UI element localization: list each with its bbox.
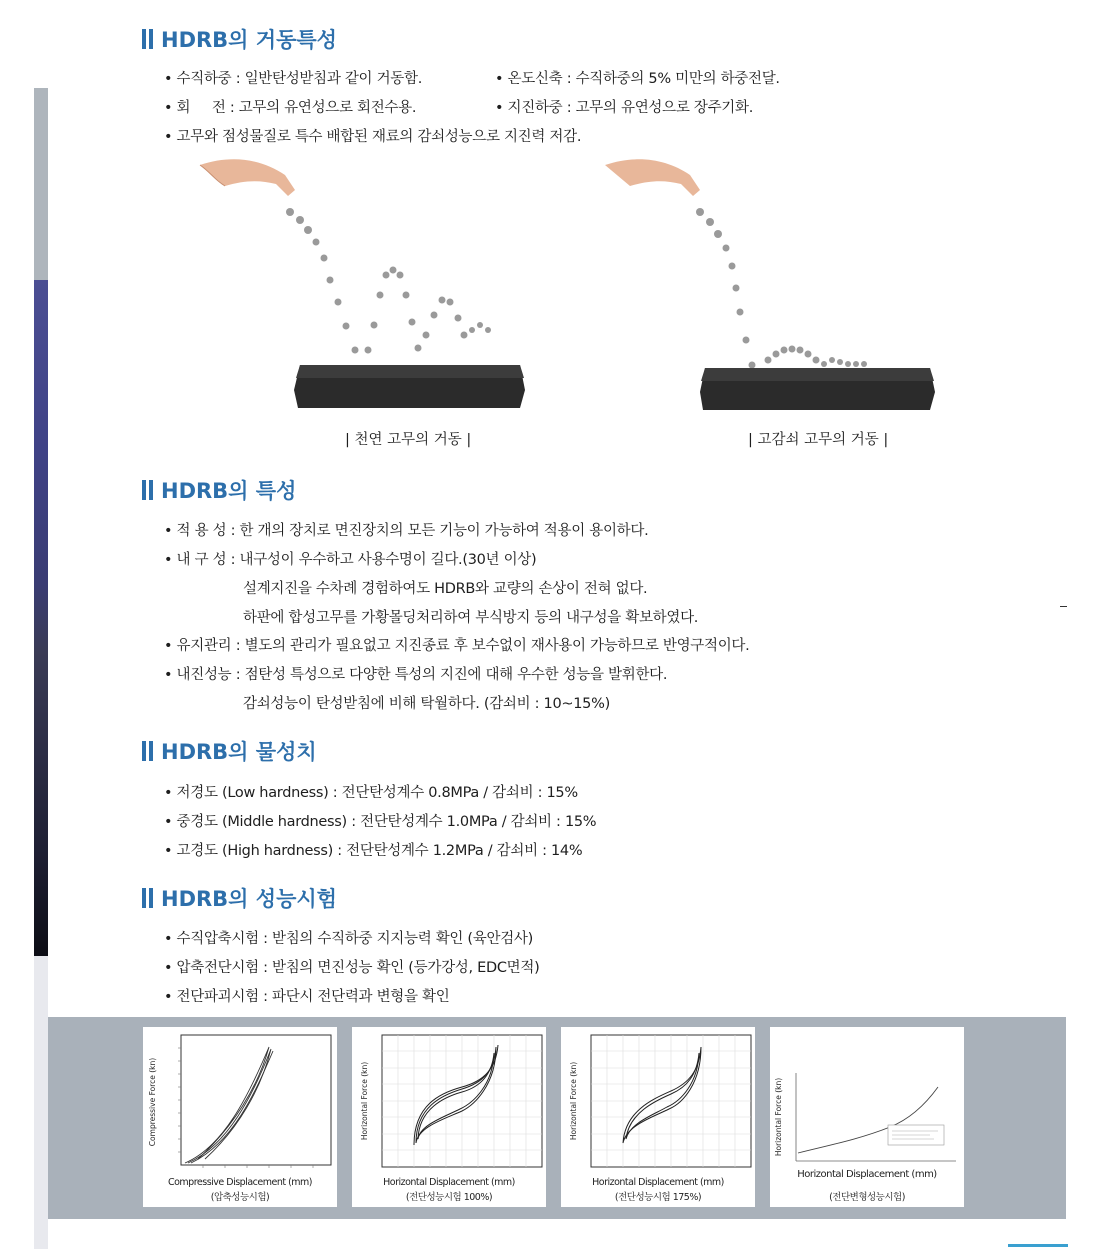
y-axis-label: Horizontal Force (kn) xyxy=(569,1061,578,1141)
y-axis-label: Compressive Force (kn) xyxy=(148,1057,157,1147)
behavior-item: • 지진하중 : 고무의 유연성으로 장주기화. xyxy=(495,100,754,116)
feature-item: • 내 구 성 : 내구성이 우수하고 사용수명이 길다.(30년 이상) xyxy=(164,552,537,568)
high-damping-rubber-illustration xyxy=(600,150,960,420)
bouncing-balls xyxy=(286,208,491,376)
x-axis-label: Horizontal Displacement (mm) xyxy=(383,1177,515,1188)
section-title-tests xyxy=(142,883,337,913)
x-axis-label: Horizontal Displacement (mm) xyxy=(797,1169,937,1180)
feature-item: • 유지관리 : 별도의 관리가 필요없고 지진종료 후 보수없이 재사용이 가능하므로 반영구적이다. xyxy=(164,638,750,654)
chart-card-compression xyxy=(143,1027,337,1207)
side-strip-night-image xyxy=(34,280,48,956)
chart-caption: (압축성능시험) xyxy=(210,1192,270,1203)
x-axis-label: Compressive Displacement (mm) xyxy=(167,1177,313,1188)
natural-rubber-illustration xyxy=(190,150,550,420)
chart-caption: (전단변형성능시험) xyxy=(829,1192,905,1203)
test-item: • 수직압축시험 : 받침의 수직하중 지지능력 확인 (육안검사) xyxy=(164,931,533,947)
property-item: • 중경도 (Middle hardness) : 전단탄성계수 1.0MPa / 감쇠비 : 15% xyxy=(164,814,597,830)
feature-item: • 적 용 성 : 한 개의 장치로 면진장치의 모든 기능이 가능하여 적용이 용이하다. xyxy=(164,523,649,539)
chart-card-shear-175 xyxy=(561,1027,755,1207)
side-strip-top xyxy=(34,88,48,280)
margin-dash xyxy=(1060,606,1067,607)
section-title-text: HDRB의 물성치 xyxy=(161,740,317,764)
section-title-behavior xyxy=(142,24,337,54)
test-item: • 전단파괴시험 : 파단시 전단력과 변형을 확인 xyxy=(164,989,450,1005)
x-axis-label: Horizontal Displacement (mm) xyxy=(592,1177,724,1188)
hysteresis-curves xyxy=(185,1047,273,1163)
chart-card-shear-deformation xyxy=(770,1027,964,1207)
behavior-item: • 회 전 : 고무의 유연성으로 회전수용. xyxy=(164,100,417,116)
feature-item-continued: 하판에 합성고무를 가황몰딩처리하여 부식방지 등의 내구성을 확보하였다. xyxy=(243,610,699,626)
behavior-item: • 온도신축 : 수직하중의 5% 미만의 하중전달. xyxy=(495,71,780,87)
feature-item: • 내진성능 : 점탄성 특성으로 다양한 특성의 지진에 대해 우수한 성능을 발휘한다. xyxy=(164,667,668,683)
property-item: • 저경도 (Low hardness) : 전단탄성계수 0.8MPa / 감쇠비 : 15% xyxy=(164,785,578,801)
feature-item-continued: 설계지진을 수차례 경험하여도 HDRB와 교량의 손상이 전혀 없다. xyxy=(243,581,648,597)
section-title-text: HDRB의 성능시험 xyxy=(161,887,337,911)
behavior-item: • 수직하중 : 일반탄성받침과 같이 거동함. xyxy=(164,71,423,87)
chart-card-shear-100 xyxy=(352,1027,546,1207)
test-item: • 압축전단시험 : 받침의 면진성능 확인 (등가강성, EDC면적) xyxy=(164,960,540,976)
section-title-properties xyxy=(142,736,317,766)
hysteresis-loops xyxy=(414,1045,498,1145)
shear-deformation-chart xyxy=(770,1027,964,1207)
section-title-text: HDRB의 특성 xyxy=(161,479,297,503)
hysteresis-loops xyxy=(623,1047,701,1143)
y-axis-label: Horizontal Force (kn) xyxy=(360,1061,369,1141)
damped-balls xyxy=(696,208,867,379)
section-title-features xyxy=(142,475,296,505)
property-item: • 고경도 (High hardness) : 전단탄성계수 1.2MPa / 감쇠비 : 14% xyxy=(164,843,583,859)
feature-item-continued: 감쇠성능이 탄성받침에 비해 탁월하다. (감쇠비 : 10~15%) xyxy=(243,696,610,712)
y-axis-label: Horizontal Force (kn) xyxy=(774,1077,783,1157)
hand-icon xyxy=(605,159,700,196)
behavior-item: • 고무와 점성물질로 특수 배합된 재료의 감쇠성능으로 지진력 저감. xyxy=(164,129,582,145)
plot-frame xyxy=(181,1035,331,1165)
footer-accent-line xyxy=(1008,1244,1068,1247)
side-strip-bottom xyxy=(34,956,48,1249)
section-title-text: HDRB의 거동특성 xyxy=(161,28,337,52)
caption-high-damping-rubber: | 고감쇠 고무의 거동 | xyxy=(748,432,889,448)
chart-caption: (전단성능시험 175%) xyxy=(614,1192,702,1203)
grid xyxy=(591,1035,751,1167)
grid xyxy=(382,1035,542,1167)
chart-caption: (전단성능시험 100%) xyxy=(405,1192,493,1203)
caption-natural-rubber: | 천연 고무의 거동 | xyxy=(345,432,472,448)
